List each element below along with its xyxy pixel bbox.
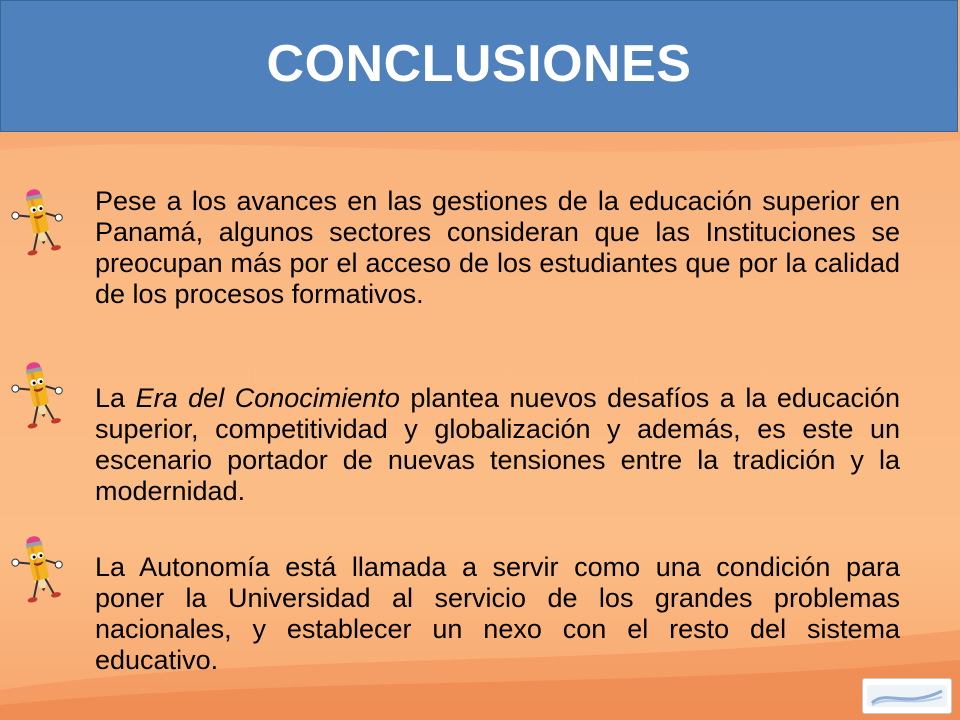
bullet-text-3: La Autonomía está llamada a servir como una condición para poner la Universidad al servicio de los grandes problemas nacionales, y establecer un nexo con el resto del sistema educativo.	[95, 552, 900, 675]
bullet-2-italic-phrase: Era del Conocimiento	[135, 383, 400, 413]
fppt-logo	[862, 678, 952, 714]
fppt-logo-graphic	[866, 683, 948, 709]
bullet-2-text-start: La	[95, 383, 136, 413]
bullet-text-2	[95, 383, 900, 507]
title-bar	[0, 0, 958, 132]
pencil-character-icon	[6, 185, 70, 259]
bullet-2-text-end: plantea nuevos desafíos a la educación superior, competitividad y globalización y además, es este un escenario portador de nuevas tensiones entre la tradición y la modernidad.	[95, 383, 900, 506]
bullet-text-1: Pese a los avances en las gestiones de la educación superior en Panamá, algunos sectores consideran que las Instituciones se preocupan más por el acceso de los estudiantes que por la calidad de los procesos formativos.	[95, 186, 900, 309]
pencil-character-icon	[6, 532, 70, 606]
page-title: CONCLUSIONES	[266, 35, 692, 93]
pencil-character-icon	[6, 358, 70, 432]
